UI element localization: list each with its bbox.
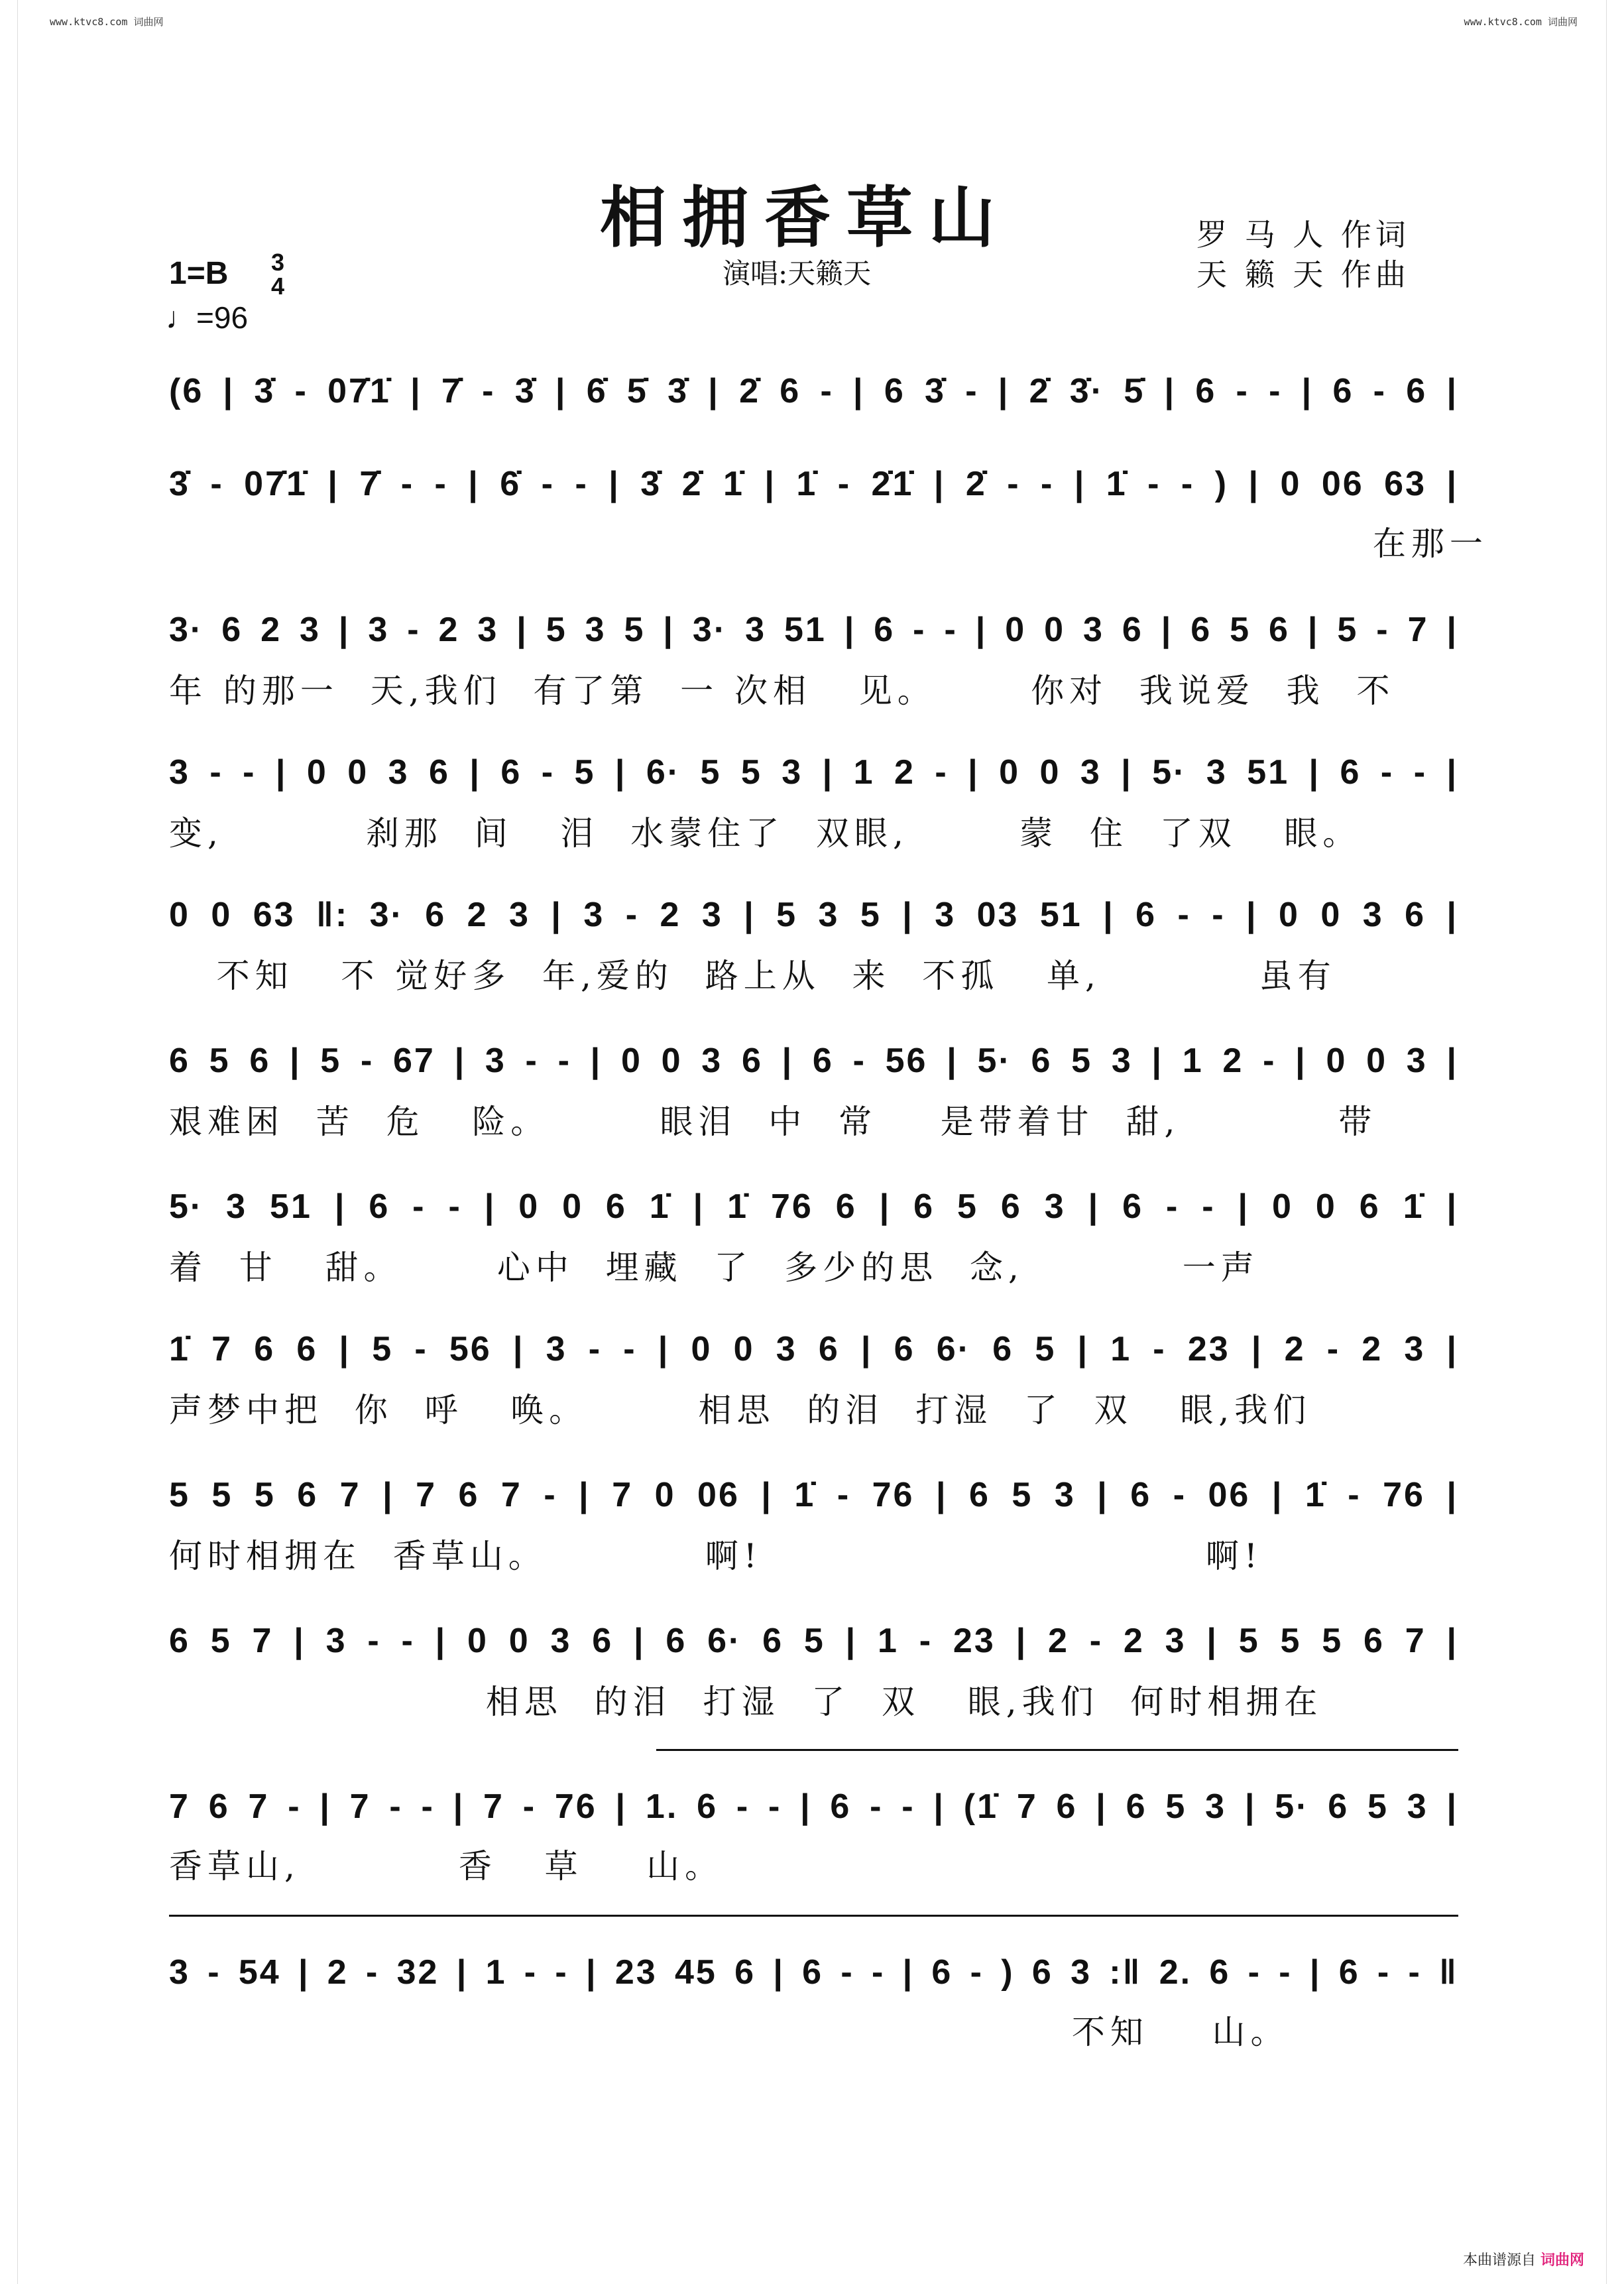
key-signature: 1=B — [169, 256, 229, 291]
right-margin-strip — [1606, 0, 1624, 2284]
notation-row: 1̇ 7 6 6 | 5 - 56 | 3 - - | 0 0 3 6 | 6 6· 6 5 | 1 - 23 | 2 - 2 3 | — [169, 1330, 1458, 1368]
notation-row: 6 5 7 | 3 - - | 0 0 3 6 | 6 6· 6 5 | 1 - 23 | 2 - 2 3 | 5 5 5 6 7 | — [169, 1622, 1458, 1660]
score-line-10 — [169, 1621, 1458, 1740]
header-left-tag: 词曲网 — [133, 16, 164, 28]
lyrics-row: 不知 山。 — [169, 2013, 1289, 2051]
notation-row: 7 6 7 - | 7 - - | 7 - 76 | 1. 6 - - | 6 - - | (1̇ 7 6 | 6 5 3 | 5· 6 5 3 | — [169, 1787, 1458, 1826]
notation-row: (6 | 3̇ - 07̇1̇ | 7̇ - 3̇ | 6̇ 5̇ 3̇ | 2̇ 6 - | 6 3̇ - | 2̇ 3̇· 5̇ | 6 - - | 6 - 6 | — [169, 372, 1458, 410]
header-right — [1464, 15, 1578, 29]
footer-source — [1463, 2249, 1584, 2269]
song-title: 相拥香草山 — [600, 178, 1011, 257]
singer-credit: 演唱:天籁天 — [723, 257, 872, 290]
lyrics-row: 不知 不 觉好多 年,爱的 路上从 来 不孤 单, 虽有 — [169, 957, 1336, 995]
quarter-note-icon: ♩ — [166, 300, 196, 335]
footer-brand-link[interactable]: 词曲网 — [1540, 2252, 1584, 2269]
lyrics-row: 声梦中把 你 呼 唤。 相思 的泪 打湿 了 双 眼,我们 — [169, 1391, 1312, 1429]
score-line-8 — [169, 1329, 1458, 1449]
tempo-value: =96 — [196, 300, 249, 335]
composer-credit: 天 籁 天 作曲 — [1196, 257, 1410, 292]
score-line-11 — [169, 1787, 1458, 1906]
time-signature-bottom: 4 — [270, 272, 285, 300]
lyricist-credit: 罗 马 人 作词 — [1196, 217, 1410, 253]
lyrics-row: 年 的那一 天,我们 有了第 一 次相 见。 你对 我说爱 我 不 — [169, 672, 1395, 710]
lyrics-row: 艰难困 苦 危 险。 眼泪 中 常 是带着甘 甜, 带 — [169, 1103, 1377, 1141]
score-line-2 — [169, 464, 1488, 583]
notation-row: 3· 6 2 3 | 3 - 2 3 | 5 3 5 | 3· 3 51 | 6 - - | 0 0 3 6 | 6 5 6 | 5 - 7 | — [169, 611, 1458, 649]
left-margin-strip — [0, 0, 18, 2284]
header-left — [50, 15, 163, 29]
notation-row: 5 5 5 6 7 | 7 6 7 - | 7 0 06 | 1̇ - 76 | 6 5 3 | 6 - 06 | 1̇ - 76 | — [169, 1476, 1458, 1514]
lyrics-row: 何时相拥在 香草山。 啊! 啊! — [169, 1537, 1263, 1575]
tempo-marking — [166, 300, 248, 335]
time-signature-top: 3 — [270, 249, 285, 276]
lyrics-row: 变, 刹那 间 泪 水蒙住了 双眼, 蒙 住 了双 眼。 — [169, 814, 1362, 853]
lyrics-row: 相思 的泪 打湿 了 双 眼,我们 何时相拥在 — [169, 1683, 1323, 1721]
volta-2-bracket — [1193, 1915, 1458, 1917]
notation-row: 3̇ - 07̇1̇ | 7̇ - - | 6̇ - - | 3̇ 2̇ 1̇ | 1̇ - 2̇1̇ | 2̇ - - | 1̇ - - ) | 0 06 63 | — [169, 465, 1458, 503]
score-line-9 — [169, 1475, 1458, 1594]
score-line-12 — [169, 1953, 1458, 2072]
score-line-6 — [169, 1041, 1458, 1160]
footer-source-label: 本曲谱源自 — [1462, 2252, 1536, 2269]
score-line-5 — [169, 895, 1458, 1014]
time-signature — [268, 251, 288, 298]
header-left-url[interactable]: www.ktvc8.com — [50, 16, 128, 28]
header-right-tag: 词曲网 — [1547, 16, 1578, 28]
lyrics-row: 着 甘 甜。 心中 埋藏 了 多少的思 念, 一声 — [169, 1248, 1259, 1287]
notation-row: 6 5 6 | 5 - 67 | 3 - - | 0 0 3 6 | 6 - 56 | 5· 6 5 3 | 1 2 - | 0 0 3 | — [169, 1042, 1458, 1080]
lyrics-row: 在那一 — [169, 524, 1488, 563]
notation-row: 5· 3 51 | 6 - - | 0 0 6 1̇ | 1̇ 76 6 | 6 5 6 3 | 6 - - | 0 0 6 1̇ | — [169, 1187, 1458, 1226]
notation-row: 0 0 63 ‖: 3· 6 2 3 | 3 - 2 3 | 5 3 5 | 3 03 51 | 6 - - | 0 0 3 6 | — [169, 896, 1458, 934]
notation-row: 3 - 54 | 2 - 32 | 1 - - | 23 45 6 | 6 - - | 6 - ) 6 3 :‖ 2. 6 - - | 6 - - ‖ — [169, 1953, 1458, 1992]
volta-1-bracket-continued — [169, 1915, 1193, 1917]
volta-1-bracket — [656, 1749, 1458, 1751]
header-right-url[interactable]: www.ktvc8.com — [1464, 16, 1542, 28]
score-line-3 — [169, 610, 1458, 729]
notation-row: 3 - - | 0 0 3 6 | 6 - 5 | 6· 5 5 3 | 1 2 - | 0 0 3 | 5· 3 51 | 6 - - | — [169, 753, 1458, 792]
score-line-7 — [169, 1187, 1458, 1306]
lyrics-row: 香草山, 香 草 山。 — [169, 1847, 724, 1886]
score-line-4 — [169, 752, 1458, 872]
